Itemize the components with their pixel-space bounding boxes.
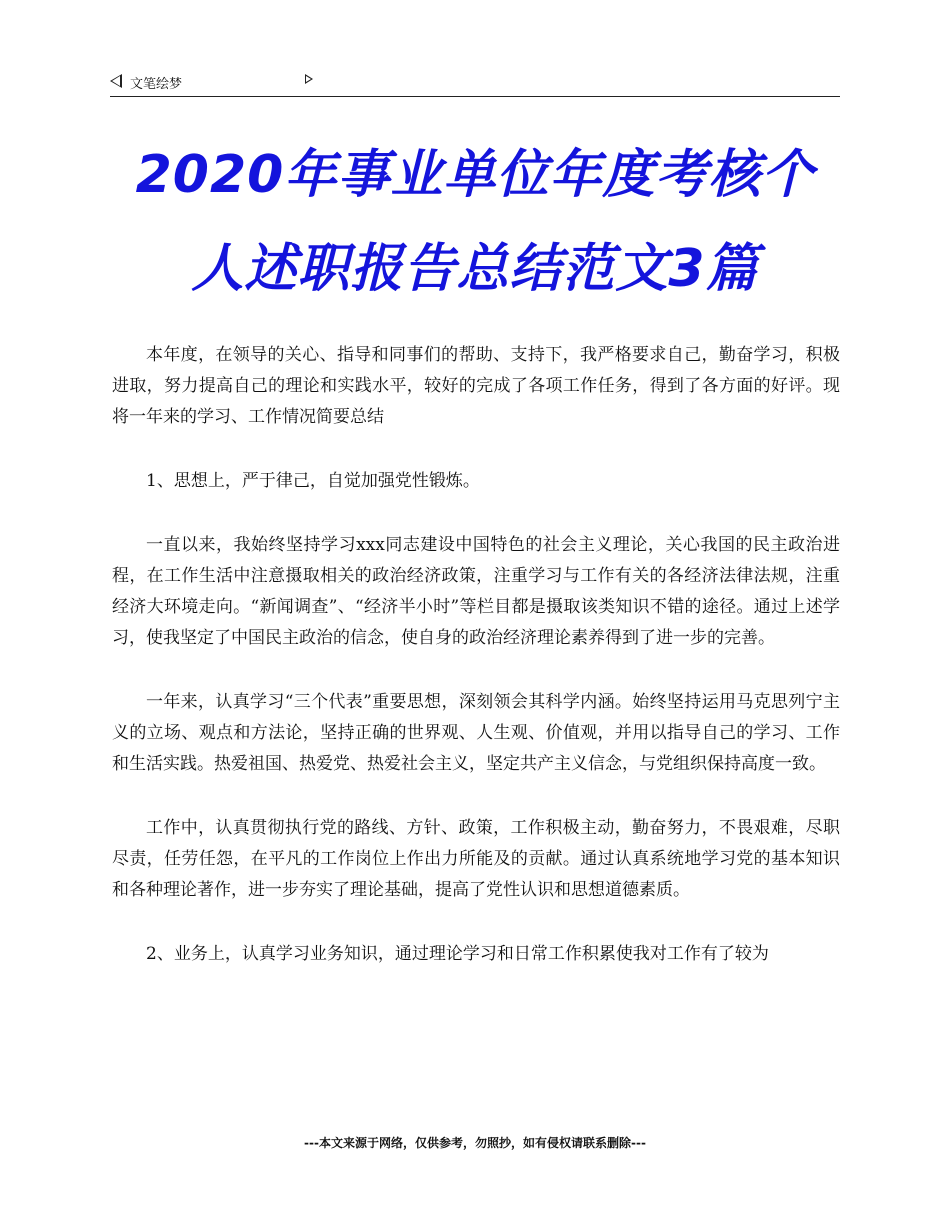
document-title bbox=[100, 128, 850, 316]
paragraph-three-represents: 一年来，认真学习“三个代表”重要思想，深刻领会其科学内涵。始终坚持运用马克思列宁主义的立场、观点和方法论，坚持正确的世界观、人生观、价值观，并用以指导自己的学习、工作和生活实践。热爱祖国、热爱党、热爱社会主义，坚定共产主义信念，与党组织保持高度一致。 bbox=[112, 692, 840, 774]
page-header bbox=[110, 70, 840, 97]
paragraph-intro: 本年度，在领导的关心、指导和同事们的帮助、支持下，我严格要求自己，勤奋学习，积极进取，努力提高自己的理论和实践水平，较好的完成了各项工作任务，得到了各方面的好评。现将一年来的学习、工作情况简要总结 bbox=[112, 345, 840, 427]
triangle-right-icon bbox=[305, 74, 313, 84]
triangle-left-icon bbox=[110, 74, 122, 88]
paragraph-theory-study: 一直以来，我始终坚持学习xxx同志建设中国特色的社会主义理论，关心我国的民主政治进程，在工作生活中注意摄取相关的政治经济政策，注重学习与工作有关的各经济法律法规，注重经济大环境走向。“新闻调查”、“经济半小时”等栏目都是摄取该类知识不错的途径。通过上述学习，使我坚定了中国民主政治的信念，使自身的政治经济理论素养得到了进一步的完善。 bbox=[112, 535, 840, 648]
paragraph-section-1-heading: 1、思想上，严于律己，自觉加强党性锻炼。 bbox=[146, 471, 480, 491]
page-footer-disclaimer: ---本文来源于网络，仅供参考，勿照抄，如有侵权请联系删除--- bbox=[304, 1136, 646, 1150]
header-brand: 文笔绘梦 bbox=[130, 77, 183, 92]
title-line-1: 2020年事业单位年度考核个 bbox=[135, 145, 815, 205]
title-line-2: 人述职报告总结范文3篇 bbox=[191, 239, 759, 299]
paragraph-section-2-heading: 2、业务上，认真学习业务知识，通过理论学习和日常工作积累使我对工作有了较为 bbox=[146, 944, 769, 964]
document-body bbox=[112, 340, 840, 1003]
paragraph-work-attitude: 工作中，认真贯彻执行党的路线、方针、政策，工作积极主动，勤奋努力，不畏艰难，尽职尽责，任劳任怨，在平凡的工作岗位上作出力所能及的贡献。通过认真系统地学习党的基本知识和各种理论著作，进一步夯实了理论基础，提高了党性认识和思想道德素质。 bbox=[112, 818, 840, 900]
